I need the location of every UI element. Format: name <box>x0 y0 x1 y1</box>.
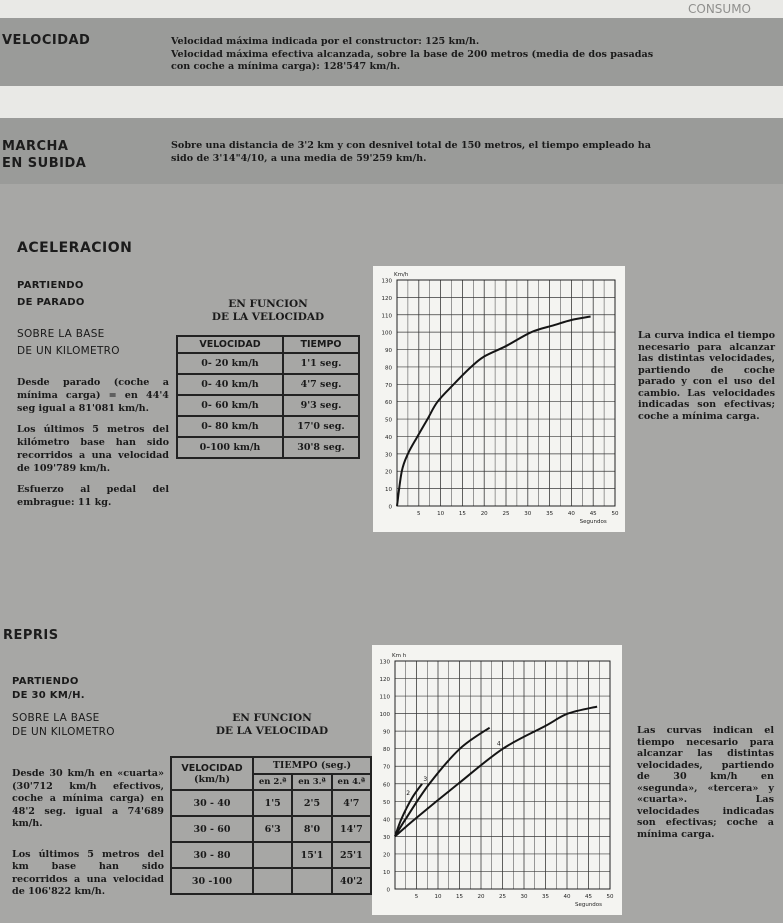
y-tick-label: 100 <box>381 330 392 337</box>
repris-table-title-2: DE LA VELOCIDAD <box>215 725 329 737</box>
y-tick-label: 50 <box>383 799 390 806</box>
y-tick-label: 40 <box>383 817 390 824</box>
col-velocidad-2: (km/h) <box>193 773 230 785</box>
table-row <box>171 790 371 816</box>
cell-en-4: 4'7 <box>332 790 371 816</box>
x-tick-label: 40 <box>563 894 571 900</box>
aceleracion-text-1: Desde parado (coche a mínima carga) = en 44'4 seg igual a 81'081 km/h. <box>17 377 169 414</box>
table-row <box>177 416 359 437</box>
y-tick-label: 80 <box>385 365 392 372</box>
col-tiempo: TIEMPO (seg.) <box>253 757 371 774</box>
cell-tiempo: 17'0 seg. <box>283 416 359 437</box>
aceleracion-table-title-1: EN FUNCION <box>228 298 308 310</box>
cell-en-3: 2'5 <box>292 790 331 816</box>
repris-table-title-1: EN FUNCION <box>232 712 312 724</box>
x-tick-label: 10 <box>434 894 442 900</box>
cell-en-2 <box>253 868 292 894</box>
velocidad-line-2: Velocidad máxima efectiva alcanzada, sobre la base de 200 metros (media de dos pasadas <box>171 48 654 60</box>
cell-tiempo: 1'1 seg. <box>283 353 359 374</box>
x-tick-label: 25 <box>502 511 510 517</box>
table-row <box>177 395 359 416</box>
cell-velocidad: 30 -100 <box>171 868 253 894</box>
x-tick-label: 5 <box>414 894 419 900</box>
repris-table <box>170 756 372 895</box>
y-tick-label: 40 <box>385 434 392 441</box>
y-tick-label: 70 <box>385 382 392 389</box>
grid <box>395 661 610 889</box>
aceleracion-sub-1: PARTIENDO <box>17 280 84 291</box>
repris-sub-1: PARTIENDO <box>12 676 79 687</box>
aceleracion-title: ACELERACION <box>17 240 133 256</box>
aceleracion-table-title-2: DE LA VELOCIDAD <box>211 311 325 323</box>
grid <box>397 280 615 506</box>
marcha-line-1: Sobre una distancia de 3'2 km y con desnivel total de 150 metros, el tiempo empleado ha <box>171 140 651 151</box>
aceleracion-note: La curva indica el tiempo necesario para alcanzar las distintas velocidades, partiendo de coche parado y con el uso del cambio. Las velocidades indicadas son efectivas; coche a mínima carga. <box>638 330 775 422</box>
col-en-3: en 3.ª <box>292 774 331 790</box>
aceleracion-table <box>176 335 360 459</box>
col-en-4: en 4.ª <box>332 774 371 790</box>
cell-tiempo: 4'7 seg. <box>283 374 359 395</box>
repris-title: REPRIS <box>3 628 59 643</box>
velocidad-text <box>171 36 653 74</box>
cell-en-4: 40'2 <box>332 868 371 894</box>
y-tick-label: 80 <box>383 747 390 754</box>
series-label: 4 <box>496 740 501 748</box>
aceleracion-subtitle <box>17 277 85 311</box>
series-label: 2 <box>406 789 411 797</box>
y-tick-label: 90 <box>385 348 392 355</box>
series-label: 3 <box>423 775 428 783</box>
y-tick-label: 130 <box>379 659 390 666</box>
x-tick-label: 50 <box>611 511 619 517</box>
y-tick-label: 10 <box>383 869 390 876</box>
y-tick-label: 30 <box>385 452 392 459</box>
table-row <box>177 437 359 458</box>
cell-tiempo: 9'3 seg. <box>283 395 359 416</box>
cell-velocidad: 30 - 40 <box>171 790 253 816</box>
cell-en-2 <box>253 842 292 868</box>
table-row <box>177 374 359 395</box>
repris-text <box>12 768 164 907</box>
y-tick-label: 30 <box>383 834 390 841</box>
velocidad-line-1: Velocidad máxima indicada por el constructor: 125 km/h. <box>171 36 480 47</box>
marcha-title-2: EN SUBIDA <box>2 156 87 171</box>
y-axis-label: Km/h <box>394 272 409 278</box>
y-tick-label: 130 <box>381 278 392 285</box>
velocidad-line-3: con coche a mínima carga): 128'547 km/h. <box>171 61 401 72</box>
marcha-line-2: sido de 3'14"4/10, a una media de 59'259 km/h. <box>171 152 427 164</box>
y-tick-label: 0 <box>386 887 390 894</box>
repris-chart-svg <box>372 645 622 915</box>
series-line-1 <box>397 317 591 506</box>
cell-en-3 <box>292 868 331 894</box>
repris-text-2: Los últimos 5 metros del km base han sido recorridos a una velocidad de 106'822 km/h. <box>12 848 164 897</box>
cell-en-3: 8'0 <box>292 816 331 842</box>
series-line-3 <box>395 728 490 837</box>
cell-velocidad: 30 - 60 <box>171 816 253 842</box>
y-tick-label: 100 <box>379 712 390 719</box>
x-tick-label: 35 <box>546 511 554 517</box>
col-velocidad: VELOCIDAD <box>177 336 283 353</box>
y-tick-label: 90 <box>383 729 390 736</box>
x-tick-label: 35 <box>542 894 549 900</box>
aceleracion-text <box>17 376 169 517</box>
x-tick-label: 30 <box>520 894 528 900</box>
marcha-title-1: MARCHA <box>2 139 69 154</box>
cell-velocidad: 0- 80 km/h <box>177 416 283 437</box>
x-tick-label: 20 <box>480 511 488 517</box>
table-row <box>177 353 359 374</box>
ghost-heading: CONSUMO <box>688 2 751 16</box>
aceleracion-base-2: DE UN KILOMETRO <box>17 345 120 357</box>
repris-chart <box>372 645 622 915</box>
repris-note: Las curvas indican el tiempo necesario para alcanzar las distintas velocidades, partiendo de 30 km/h en «segunda», «tercera» y «cuarta». Las velocidades indicadas son efectivas; coche a mínima carga. <box>637 725 774 840</box>
y-tick-label: 110 <box>381 313 392 320</box>
marcha-text <box>171 140 651 165</box>
aceleracion-chart-svg <box>373 266 625 532</box>
velocidad-title: VELOCIDAD <box>2 33 91 48</box>
x-tick-label: 25 <box>499 894 506 900</box>
col-velocidad-1: VELOCIDAD <box>181 762 243 774</box>
y-axis-label: Km h <box>392 653 407 659</box>
col-velocidad <box>171 757 253 790</box>
y-tick-label: 120 <box>379 677 390 684</box>
aceleracion-base <box>17 326 120 360</box>
cell-en-4: 25'1 <box>332 842 371 868</box>
x-tick-label: 20 <box>477 894 485 900</box>
aceleracion-table-title <box>176 298 360 324</box>
aceleracion-base-1: SOBRE LA BASE <box>17 328 105 340</box>
y-tick-label: 120 <box>381 295 392 302</box>
cell-velocidad: 0-100 km/h <box>177 437 283 458</box>
x-tick-label: 50 <box>606 894 614 900</box>
col-tiempo: TIEMPO <box>283 336 359 353</box>
x-tick-label: 45 <box>585 894 592 900</box>
separator-strip <box>0 86 783 118</box>
x-tick-label: 40 <box>567 511 575 517</box>
repris-base-1: SOBRE LA BASE <box>12 712 100 724</box>
y-tick-label: 50 <box>385 417 392 424</box>
y-tick-label: 20 <box>385 469 392 476</box>
repris-text-1: Desde 30 km/h en «cuarta» (30'712 km/h efectivos, coche a mínima carga) en 48'2 seg. igual a 74'689 km/h. <box>12 768 164 829</box>
x-tick-label: 10 <box>437 511 445 517</box>
y-tick-label: 60 <box>383 782 390 789</box>
y-tick-label: 110 <box>379 694 390 701</box>
y-tick-label: 0 <box>388 504 392 511</box>
x-tick-label: 5 <box>417 511 421 517</box>
y-tick-label: 60 <box>385 400 392 407</box>
table-row <box>171 842 371 868</box>
repris-table-title <box>170 712 374 738</box>
aceleracion-text-2: Los últimos 5 metros del kilómetro base han sido recorridos a una velocidad de 109'789 km/h. <box>17 424 169 474</box>
cell-en-2: 1'5 <box>253 790 292 816</box>
col-en-2: en 2.ª <box>253 774 292 790</box>
table-row <box>171 816 371 842</box>
cell-en-3: 15'1 <box>292 842 331 868</box>
cell-velocidad: 0- 60 km/h <box>177 395 283 416</box>
cell-velocidad: 0- 40 km/h <box>177 374 283 395</box>
cell-velocidad: 30 - 80 <box>171 842 253 868</box>
x-tick-label: 15 <box>456 894 463 900</box>
repris-sub-2: DE 30 KM/H. <box>12 690 85 701</box>
x-axis-label: Segundos <box>574 902 603 908</box>
cell-tiempo: 30'8 seg. <box>283 437 359 458</box>
table-row <box>171 868 371 894</box>
marcha-title <box>2 138 86 172</box>
top-strip <box>0 0 783 18</box>
y-tick-label: 10 <box>385 487 392 494</box>
aceleracion-sub-2: DE PARADO <box>17 297 85 308</box>
cell-en-2: 6'3 <box>253 816 292 842</box>
aceleracion-text-3: Esfuerzo al pedal del embrague: 11 kg. <box>17 484 169 508</box>
x-tick-label: 45 <box>589 511 597 517</box>
x-tick-label: 15 <box>458 511 466 517</box>
repris-base-2: DE UN KILOMETRO <box>12 726 115 738</box>
x-axis-label: Segundos <box>579 519 607 525</box>
aceleracion-chart <box>373 266 625 532</box>
x-tick-label: 30 <box>524 511 532 517</box>
y-tick-label: 20 <box>383 852 390 859</box>
cell-velocidad: 0- 20 km/h <box>177 353 283 374</box>
repris-base <box>12 711 115 739</box>
y-tick-label: 70 <box>383 764 390 771</box>
cell-en-4: 14'7 <box>332 816 371 842</box>
repris-subtitle <box>12 675 85 703</box>
